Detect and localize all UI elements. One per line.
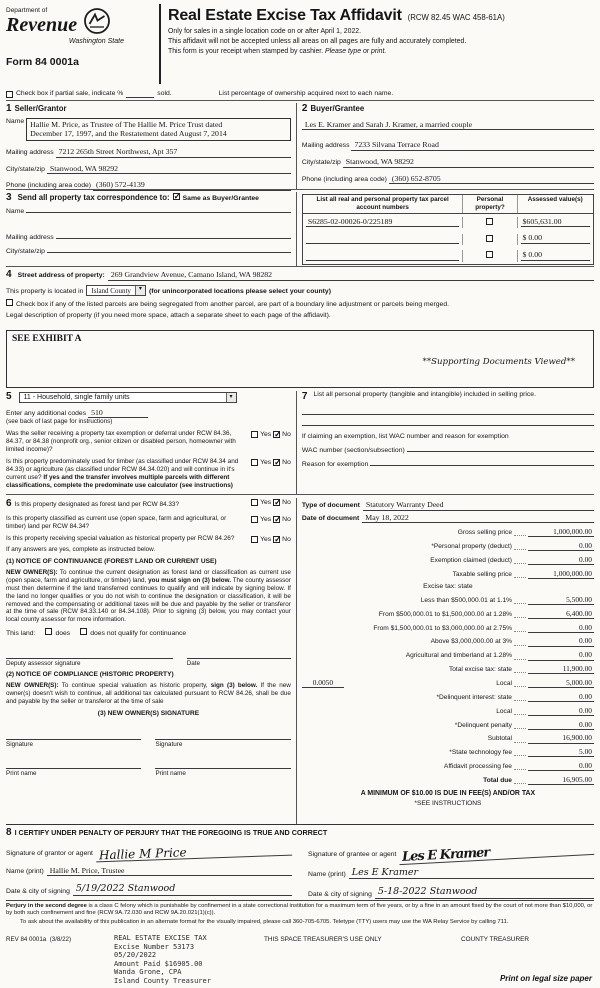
section-2-number: 2 [301,103,308,114]
header-note-1: Only for sales in a single location code on or after April 1, 2022. [168,27,362,35]
tax-computation-area [296,498,594,824]
grantee-signature-field[interactable]: Les E Kramer [399,840,594,864]
tier-4-value[interactable]: 0.00 [528,636,594,646]
chevron-down-icon[interactable] [135,286,145,295]
gross-selling-price-value[interactable]: 1,000,000.00 [528,527,594,537]
grantor-signature-label: Signature of grantor or agent [6,850,93,858]
dor-logo-icon [83,7,111,38]
partial-sale-label: Check box if partial sale, indicate % [16,89,124,97]
deputy-date-label: Date [186,659,200,667]
excise-tax-state-header: Excise tax: state [423,582,473,590]
stamp-excise-number: Excise Number 53173 [114,942,195,951]
q-timber-no-checkbox[interactable] [273,459,280,466]
grantor-name-print-field[interactable]: Hallie M. Price, Trustee [47,866,292,877]
personal-property-line-2[interactable] [302,415,594,426]
new-owner-signature-field-1[interactable] [6,730,141,740]
personal-property-checkbox-3[interactable] [486,251,493,258]
grantor-signature-field[interactable]: Hallie M Price [96,842,292,862]
section-1-title: Seller/Grantor [14,104,67,113]
taxable-selling-price-value[interactable]: 1,000,000.00 [528,569,594,579]
section-8-certification [6,824,594,900]
personal-property-line-1[interactable] [302,404,594,415]
stamp-cashier-name: Wanda Grone, CPA [114,968,182,977]
compliance-text-bold: sign (3) below. [210,682,258,690]
stamp-date: 05/20/2022 [114,951,157,960]
exemption-claim-label: If claiming an exemption, list WAC number and reason for exemption [301,432,509,440]
legal-description-box[interactable] [6,330,594,388]
buyer-city-field[interactable]: Stanwood, WA 98292 [343,157,594,168]
forest-land-question [6,498,247,511]
department-of-label: Department of [6,7,48,14]
new-owners-label: NEW OWNER(S): [6,682,59,690]
deputy-assessor-signature-field[interactable] [6,649,173,659]
signature-label: Signature [155,740,183,748]
delinquent-penalty-value[interactable]: 0.00 [528,720,594,730]
section-1-seller [6,103,296,189]
timber-question-bold: If yes and the transfer involves multiple parcels with different classifications, complete the predominate use calculator (see instructions) [6,474,233,490]
yes-label: Yes [260,535,272,543]
stamp-amount-paid: Amount Paid $16905.00 [114,959,203,968]
continuance-text-pre: To continue the current designation as forest land or classification as current use (open space, farm and agriculture, or timber) land, [6,569,291,584]
grantee-name-print-label: Name (print) [308,870,346,878]
street-address-field[interactable]: 269 Grandview Avenue, Camano Island, WA 98282 [108,270,594,281]
affidavit-processing-fee-label: Affidavit processing fee [443,763,512,771]
section-7-personal-property [296,391,594,494]
see-instructions-note: *SEE INSTRUCTIONS [414,799,482,807]
forest-land-question-text: Is this property designated as forest land per RCW 84.33? [14,501,180,508]
correspondence-city-field[interactable] [47,252,291,253]
local-label: Local [496,680,512,687]
additional-codes-label: Enter any additional codes [6,409,87,417]
seller-name-label: Name [6,117,25,125]
segregated-label: Check box if any of the listed parcels are being segregated from another parcel, are part of a boundary line adjustment or parcels being merged. [16,300,449,308]
correspondence-name-label: Name [6,207,25,215]
seller-phone-field[interactable]: (360) 572-4139 [93,180,291,191]
perjury-notice [6,900,594,932]
q-historical-no-checkbox[interactable] [273,536,280,543]
parcel-table [302,194,594,265]
seller-phone-label: Phone (including area code) [6,182,92,190]
page-title: Real Estate Excise Tax Affidavit [168,7,402,24]
q-current-use-no-checkbox[interactable] [273,516,280,523]
q-timber-yes-checkbox[interactable] [251,459,258,466]
land-use-dropdown[interactable] [19,392,237,403]
yes-label: Yes [260,459,272,467]
print-name-label: Print name [6,769,37,777]
perjury-lead: Perjury in the second degree [6,903,87,909]
seller-name-line2: December 17, 1997, and the Restatement dated August 7, 2014 [30,129,227,139]
correspondence-mailing-label: Mailing address [6,233,54,241]
delinquent-interest-local-value[interactable]: 0.00 [528,706,594,716]
q-exemption-yes-checkbox[interactable] [251,431,258,438]
type-of-document-field[interactable]: Statutory Warranty Deed [363,500,594,511]
local-tax-value[interactable]: 5,000.00 [528,678,594,688]
notice-continuance-paragraph [6,569,291,624]
treasurer-stamp [114,934,211,985]
header-note-3-text: This form is your receipt when stamped by cashier. [168,47,326,55]
codes-note: (see back of last page for instructions) [6,418,113,426]
ownership-percentage-label: List percentage of ownership acquired next to each name. [218,89,394,97]
minimum-due-note: A MINIMUM OF $10.00 IS DUE IN FEE(S) AND/OR TAX [360,790,536,798]
section-7-title: List all personal property (tangible and intangible) included in selling price. [313,391,536,398]
parcel-row-3 [303,247,593,264]
legal-size-note: Print on legal size paper [499,974,592,983]
yes-label: Yes [260,431,272,439]
date-of-document-field[interactable]: May 18, 2022 [362,513,594,524]
assessed-value-field-2[interactable]: $ 0.00 [521,233,590,244]
alternate-format-note: To ask about the availability of this publication in an alternate format for the visually impaired, please call 360-705-6705. Teletype (TTY) users may use the WA Relay Service by calling 711. [20,918,509,925]
rev-number-text: REV 84 0001a [6,936,47,943]
parcel-table-area [296,192,594,266]
section-3-title: Send all property tax correspondence to: [17,193,170,202]
local-rate-field[interactable]: 0.0050 [302,678,344,688]
buyer-city-label: City/state/zip [301,158,341,166]
parcel-number-field-2[interactable] [306,235,460,244]
yes-label: Yes [260,515,272,523]
parcel-row-1 [303,214,593,231]
header-note-3-italic: Please type or print. [325,47,387,55]
no-label: No [282,535,291,543]
seller-name-line1: Hallie M. Price, as Trustee of The Hallie M. Price Trust dated [30,119,223,129]
segregated-checkbox[interactable] [6,299,13,306]
tier-3-label: From $1,500,000.01 to $3,000,000.00 at 2.75% [373,624,512,632]
gross-selling-price-label: Gross selling price [457,529,512,537]
notice-compliance-heading: (2) NOTICE OF COMPLIANCE (HISTORIC PROPERTY) [6,671,174,679]
assessed-value-col-header: Assessed value(s) [527,196,583,203]
stamp-treasurer-title: Island County Treasurer [114,976,211,985]
new-owners-label: NEW OWNER(S): [6,569,58,577]
signature-label: Signature [6,740,33,748]
rev-date-text: (3/8/22) [49,936,72,943]
section-1-number: 1 [6,103,12,114]
partial-sale-row [6,88,594,101]
agricultural-timberland-value[interactable]: 0.00 [528,650,594,660]
does-label: does [55,630,71,638]
perjury-text: is a class C felony which is punishable by confinement in a state correctional institution for a maximum term of five years, or by a fine in an amount fixed by the court of not more than $10,000, or by both such confinement and fine (RCW 9A.72.030 and RCW 9A.20.021(1)(c)). [6,903,593,917]
buyer-mailing-field[interactable]: 7233 Silvana Terrace Road [351,140,594,151]
legal-description-value: SEE EXHIBIT A [12,334,82,344]
timber-agriculture-question [6,458,247,490]
wac-number-field[interactable] [407,451,594,452]
unincorporated-note: (for unincorporated locations please select your county) [148,287,331,295]
tier-1-label: Less than $500,000.01 at 1.1% [420,596,512,604]
section-4-number: 4 [6,269,12,280]
delinquent-interest-local-label: Local [496,707,512,715]
grantee-name-print-field[interactable]: Les E Kramer [349,867,594,880]
seller-mailing-label: Mailing address [6,148,54,156]
delinquent-interest-state-label: *Delinquent interest: state [436,693,512,701]
compliance-text-post: If the new owner(s) doesn't wish to continue, all additional tax calculated pursuant to RCW 84.26, shall be due and payable by the seller or transferor at the time of sale [6,682,291,705]
section-2-title: Buyer/Grantee [310,104,365,113]
sold-label: sold. [157,89,172,97]
timber-question-text: Is this property predominately used for timber (as classified under RCW 84.34 and 84.33) or agriculture (as classified under RCW 84.34.020) and will continue in it's current use? [6,458,239,482]
state-technology-fee-value[interactable]: 5.00 [528,747,594,757]
compliance-text-pre: To continue special valuation as historic property, [58,682,211,690]
notice-compliance-paragraph [6,682,291,706]
exemption-claimed-label: Exemption claimed (deduct) [430,556,512,564]
historical-property-question: Is this property receiving special valuation as historical property per RCW 84.26? [6,534,235,542]
additional-codes-field[interactable]: 510 [88,408,148,419]
section-2-buyer [296,103,594,189]
deputy-assessor-date-field[interactable] [187,649,291,659]
yes-label: Yes [260,499,272,506]
section-6-classification [6,498,296,824]
new-owners-signature-heading: (3) NEW OWNER(S) SIGNATURE [97,709,200,717]
no-label: No [282,459,291,467]
tier-2-value[interactable]: 6,400.00 [528,609,594,619]
subtotal-value[interactable]: 16,900.00 [528,733,594,743]
continuance-text-bold: you must sign on (3) below. [148,576,232,584]
grantor-name-print-label: Name (print) [6,867,44,875]
parcel-row-2 [303,230,593,247]
header-divider [159,4,161,84]
tier-2-label: From $500,000.01 to $1,500,000.00 at 1.28% [378,610,512,618]
land-use-dropdown-value: 11 - Household, single family units [23,393,130,401]
q-historical-yes-checkbox[interactable] [251,536,258,543]
certify-statement: I CERTIFY UNDER PENALTY OF PERJURY THAT THE FOREGOING IS TRUE AND CORRECT [14,828,328,837]
grantee-signature-block [308,842,594,900]
delinquent-interest-state-value[interactable]: 0.00 [528,692,594,702]
same-as-buyer-checkbox[interactable] [173,193,180,200]
title-rcw: (RCW 82.45 WAC 458-61A) [407,13,505,22]
form-header [6,4,594,88]
grantee-date-city-field[interactable]: 5-18-2022 Stanwood [375,886,594,899]
section-4-property [6,266,594,330]
revenue-wordmark: Revenue [6,14,78,37]
does-not-label: does not qualify for continuance [90,630,187,638]
buyer-mailing-label: Mailing address [301,142,350,150]
no-label: No [282,431,291,439]
total-excise-state-label: Total excise tax: state [448,666,512,674]
form-footer [6,934,594,988]
notice-continuance-heading: (1) NOTICE OF CONTINUANCE (FOREST LAND OR CURRENT USE) [6,558,217,566]
deputy-assessor-signature-label: Deputy assessor signature [6,659,81,667]
buyer-phone-label: Phone (including area code) [301,175,387,183]
assessed-value-field-1[interactable]: $605,631.00 [521,217,590,228]
wac-number-label: WAC number (section/subsection) [301,446,405,454]
section-5-number: 5 [6,391,12,402]
reason-exemption-field[interactable] [370,465,594,466]
personal-property-checkbox-2[interactable] [486,235,493,242]
supporting-documents-note: **Supporting Documents Viewed** [422,357,575,367]
grantor-date-city-field[interactable]: 5/19/2022 Stanwood [73,883,292,896]
section-8-number: 8 [6,827,12,838]
exemption-deferral-question: Was the seller receiving a property tax exemption or deferral under RCW 84.36, 84.37, or 84.38 (nonprofit org., senior citizen or disabled person, homeowner with limited income)? [6,430,236,454]
grantor-signature-block [6,842,292,900]
section-5-use-code [6,391,296,494]
legal-description-label: Legal description of property (if you need more space, attach a separate sheet to each page of the affidavit). [6,312,331,320]
total-excise-state-value[interactable]: 11,900.00 [528,664,594,674]
total-due-value[interactable]: 16,905.00 [528,775,594,785]
total-due-label: Total due [483,776,512,784]
form-number: Form 84 0001a [6,56,79,69]
q-forest-no-checkbox[interactable] [273,499,280,506]
tier-1-value[interactable]: 5,500.00 [528,595,594,605]
q-forest-yes-checkbox[interactable] [251,499,258,506]
no-label: No [282,515,291,523]
buyer-name-field[interactable]: Les E. Kramer and Sarah J. Kramer, a married couple [302,120,594,131]
treasurer-use-only-label: THIS SPACE TREASURER'S USE ONLY [264,936,382,943]
seller-name-field[interactable] [26,118,291,141]
parcel-number-field-1[interactable]: S6285-02-00026-0/225189 [306,217,460,228]
assessed-value-field-3[interactable]: $ 0.00 [521,250,590,261]
this-land-label: This land: [6,630,36,638]
seller-city-label: City/state/zip [6,165,45,173]
parcel-number-field-3[interactable] [306,252,460,261]
partial-sale-percent-field[interactable] [126,97,154,98]
delinquent-penalty-label: *Delinquent penalty [454,721,512,729]
personal-property-deduct-label: *Personal property (deduct) [431,542,512,550]
affidavit-processing-fee-value[interactable]: 0.00 [528,761,594,771]
buyer-phone-field[interactable]: (360) 652-8705 [389,174,594,185]
personal-property-checkbox-1[interactable] [486,218,493,225]
tier-3-value[interactable]: 0.00 [528,623,594,633]
exemption-claimed-value[interactable]: 0.00 [528,555,594,565]
land-does-not-checkbox[interactable] [80,628,87,635]
new-owner-print-name-field-2[interactable] [155,759,290,769]
chevron-down-icon[interactable] [226,393,236,402]
q-exemption-no-checkbox[interactable] [273,431,280,438]
state-technology-fee-label: *State technology fee [449,749,512,757]
correspondence-name-field[interactable] [26,212,291,213]
new-owner-print-name-field-1[interactable] [6,759,141,769]
grantee-signature-label: Signature of grantee or agent [308,851,397,859]
header-note-2: This affidavit will not be accepted unless all areas on all pages are fully and accurately completed. [168,37,467,45]
agricultural-timberland-label: Agricultural and timberland at 1.28% [405,652,512,660]
section-7-number: 7 [301,391,308,402]
header-note-3 [168,48,594,57]
same-as-buyer-label: Same as Buyer/Grantee [182,195,259,202]
print-name-label: Print name [155,769,186,777]
grantor-date-city-label: Date & city of signing [6,887,70,895]
section-3-number: 3 [6,192,12,203]
continuance-text-post: The county assessor must then determine if the land transferred continues to qualify and will indicate by signing below. If the land no longer qualifies or you do not wish to continue the designation or classification, it will be removed and the compensating or additional taxes will be due and payable by the seller or transferor at the time of sale (RCW 84.33.140 or 84.34.108). Prior to signing (3) below, you may contact your local county assessor for more information. [6,576,291,624]
taxable-selling-price-label: Taxable selling price [452,570,512,578]
type-of-document-label: Type of document [301,502,360,509]
land-does-checkbox[interactable] [45,628,52,635]
parcel-col-header: List all real and personal property tax parcel account numbers [316,196,449,211]
answers-yes-note: If any answers are yes, complete as instructed below. [6,546,156,554]
county-dropdown-value: Island County [91,286,131,295]
date-of-document-label: Date of document [301,514,360,522]
street-address-label: Street address of property: [17,272,105,279]
new-owner-signature-field-2[interactable] [155,730,290,740]
correspondence-city-label: City/state/zip [6,248,45,256]
correspondence-mailing-field[interactable] [56,238,291,239]
section-6-number: 6 [6,498,12,509]
current-use-question: Is this property classified as current use (open space, farm and agricultural, or timber) land per RCW 84.34? [6,514,227,530]
seller-mailing-field[interactable]: 7212 265th Street Northwest, Apt 357 [56,147,291,158]
subtotal-label: Subtotal [487,735,512,743]
tier-4-label: Above $3,000,000.00 at 3% [430,638,512,646]
property-located-label: This property is located in [6,287,84,295]
rev-number [6,936,76,944]
no-label: No [282,499,291,506]
section-3-correspondence [6,192,296,266]
stamp-title: REAL ESTATE EXCISE TAX [114,934,207,942]
reason-exemption-label: Reason for exemption [301,461,369,469]
seller-city-field[interactable]: Stanwood, WA 98292 [47,164,291,175]
county-dropdown[interactable] [86,285,145,296]
personal-property-col-header: Personal property? [462,195,517,213]
partial-sale-checkbox[interactable] [6,91,13,98]
grantee-date-city-label: Date & city of signing [308,890,372,898]
county-treasurer-label: COUNTY TREASURER [461,936,529,943]
personal-property-deduct-value[interactable]: 0.00 [528,541,594,551]
washington-state-label: Washington State [68,38,124,46]
q-current-use-yes-checkbox[interactable] [251,516,258,523]
